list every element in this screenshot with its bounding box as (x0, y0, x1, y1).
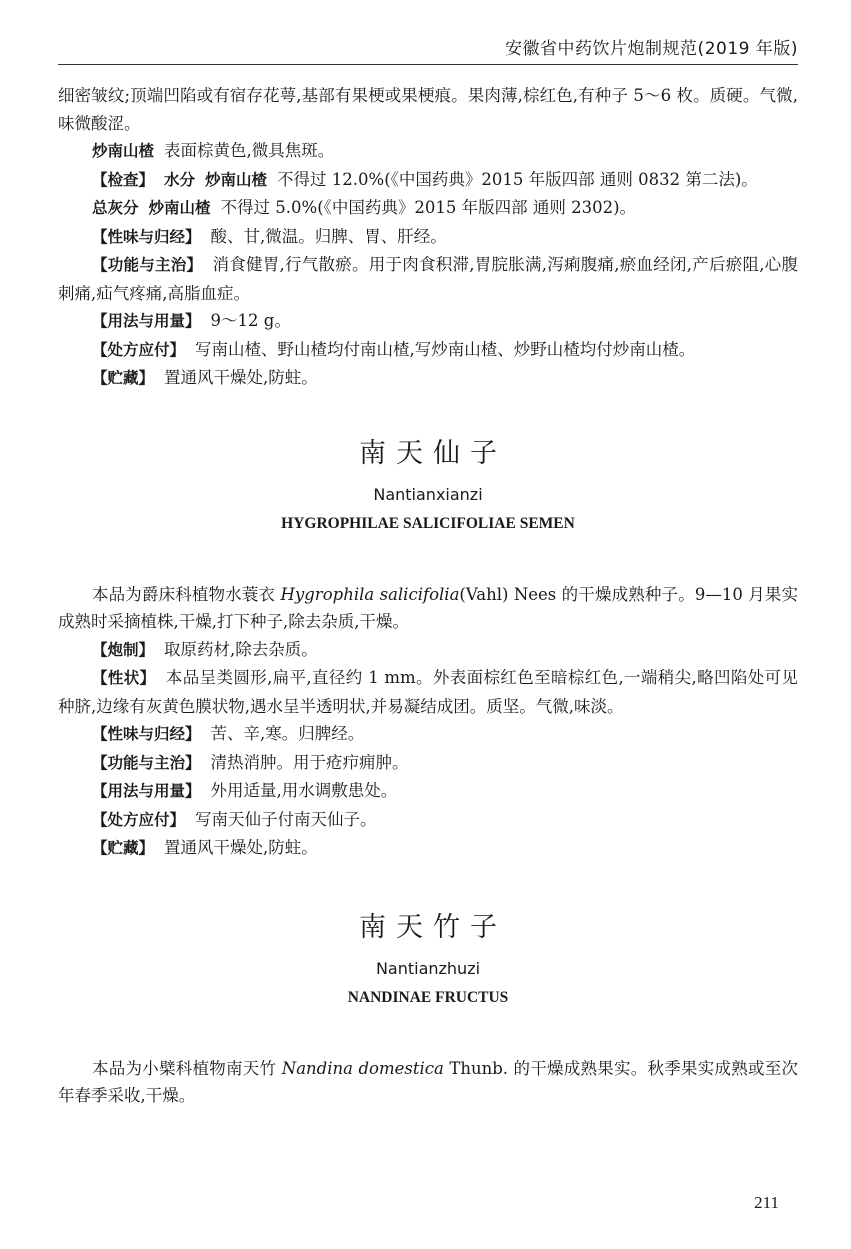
species-name: Nandina domestica (281, 1058, 444, 1078)
page-body (58, 82, 798, 1110)
entry-intro: 本品为小檗科植物南天竹 Nandina domestica Thunb. 的干燥成熟果实。秋季果实成熟或至次年春季采收,干燥。 (58, 1058, 798, 1105)
entry-latin-name: NANDINAE FRUCTUS (347, 988, 509, 1006)
usage-dosage-section: 【用法与用量】 外用适量,用水调敷患处。 (92, 781, 398, 800)
nature-meridian-section: 【性味与归经】 苦、辛,寒。归脾经。 (92, 724, 365, 743)
characteristics-section: 【性状】 本品呈类圆形,扁平,直径约 1 mm。外表面棕红色至暗棕红色,一端稍尖,略凹陷处可见种脐,边缘有灰黄色膜状物,遇水呈半透明状,并易凝结成团。质坚。气微,味淡。 (58, 668, 798, 716)
species-name: Hygrophila salicifolia (280, 584, 460, 604)
entry-title: 南天竹子 (359, 911, 507, 943)
function-indication-section: 【功能与主治】 清热消肿。用于疮疖痈肿。 (92, 752, 409, 772)
page-number: 211 (754, 1193, 779, 1212)
total-ash-section: 总灰分 炒南山楂 不得过 5.0%(《中国药典》2015 年版四部 通则 2302)。 (92, 198, 637, 217)
storage-section: 【贮藏】 置通风干燥处,防蛀。 (92, 368, 318, 387)
entry-latin-name: HYGROPHILAE SALICIFOLIAE SEMEN (281, 514, 575, 532)
entry-pinyin: Nantianzhuzi (375, 958, 481, 978)
previous-entry-continuation (58, 82, 798, 393)
nature-meridian-section: 【性味与归经】 酸、甘,微温。归脾、胃、肝经。 (92, 226, 447, 246)
function-indication-section: 【功能与主治】 消食健胃,行气散瘀。用于肉食积滞,胃脘胀满,泻痢腹痛,瘀血经闭,产后瘀阻,心腹刺痛,疝气疼痛,高脂血症。 (58, 255, 798, 303)
inspection-label: 【检查】 (92, 170, 155, 189)
book-title: 安徽省中药饮片炮制规范(2019 年版) (505, 39, 798, 59)
entry-nantianxianzi (58, 437, 798, 863)
description-continued: 细密皱纹;顶端凹陷或有宿存花萼,基部有果梗或果梗痕。果肉薄,棕红色,有种子 5～6 枚。质硬。气微,味微酸涩。 (58, 86, 798, 133)
storage-section: 【贮藏】 置通风干燥处,防蛀。 (92, 838, 318, 857)
entry-nantianzhuzi (58, 911, 798, 1110)
inspection-section: 【检查】 水分 炒南山楂 不得过 12.0%(《中国药典》2015 年版四部 通则 0832 第二法)。 (92, 169, 758, 189)
prescription-section: 【处方应付】 写南天仙子付南天仙子。 (92, 809, 377, 829)
running-header (58, 28, 798, 65)
processed-label: 炒南山楂 (92, 142, 155, 160)
entry-intro: 本品为爵床科植物水蓑衣 Hygrophila salicifolia(Vahl) Nees 的干燥成熟种子。9—10 月果实成熟时采摘植株,干燥,打下种子,除去杂质,干燥。 (58, 584, 799, 631)
entry-pinyin: Nantianxianzi (373, 484, 483, 504)
entry-title: 南天仙子 (359, 437, 507, 469)
processed-description: 炒南山楂 表面棕黄色,微具焦斑。 (92, 141, 335, 160)
processing-section: 【炮制】 取原药材,除去杂质。 (92, 639, 318, 659)
usage-dosage-section: 【用法与用量】 9～12 g。 (92, 311, 291, 330)
prescription-section: 【处方应付】 写南山楂、野山楂均付南山楂,写炒南山楂、炒野山楂均付炒南山楂。 (92, 339, 696, 359)
